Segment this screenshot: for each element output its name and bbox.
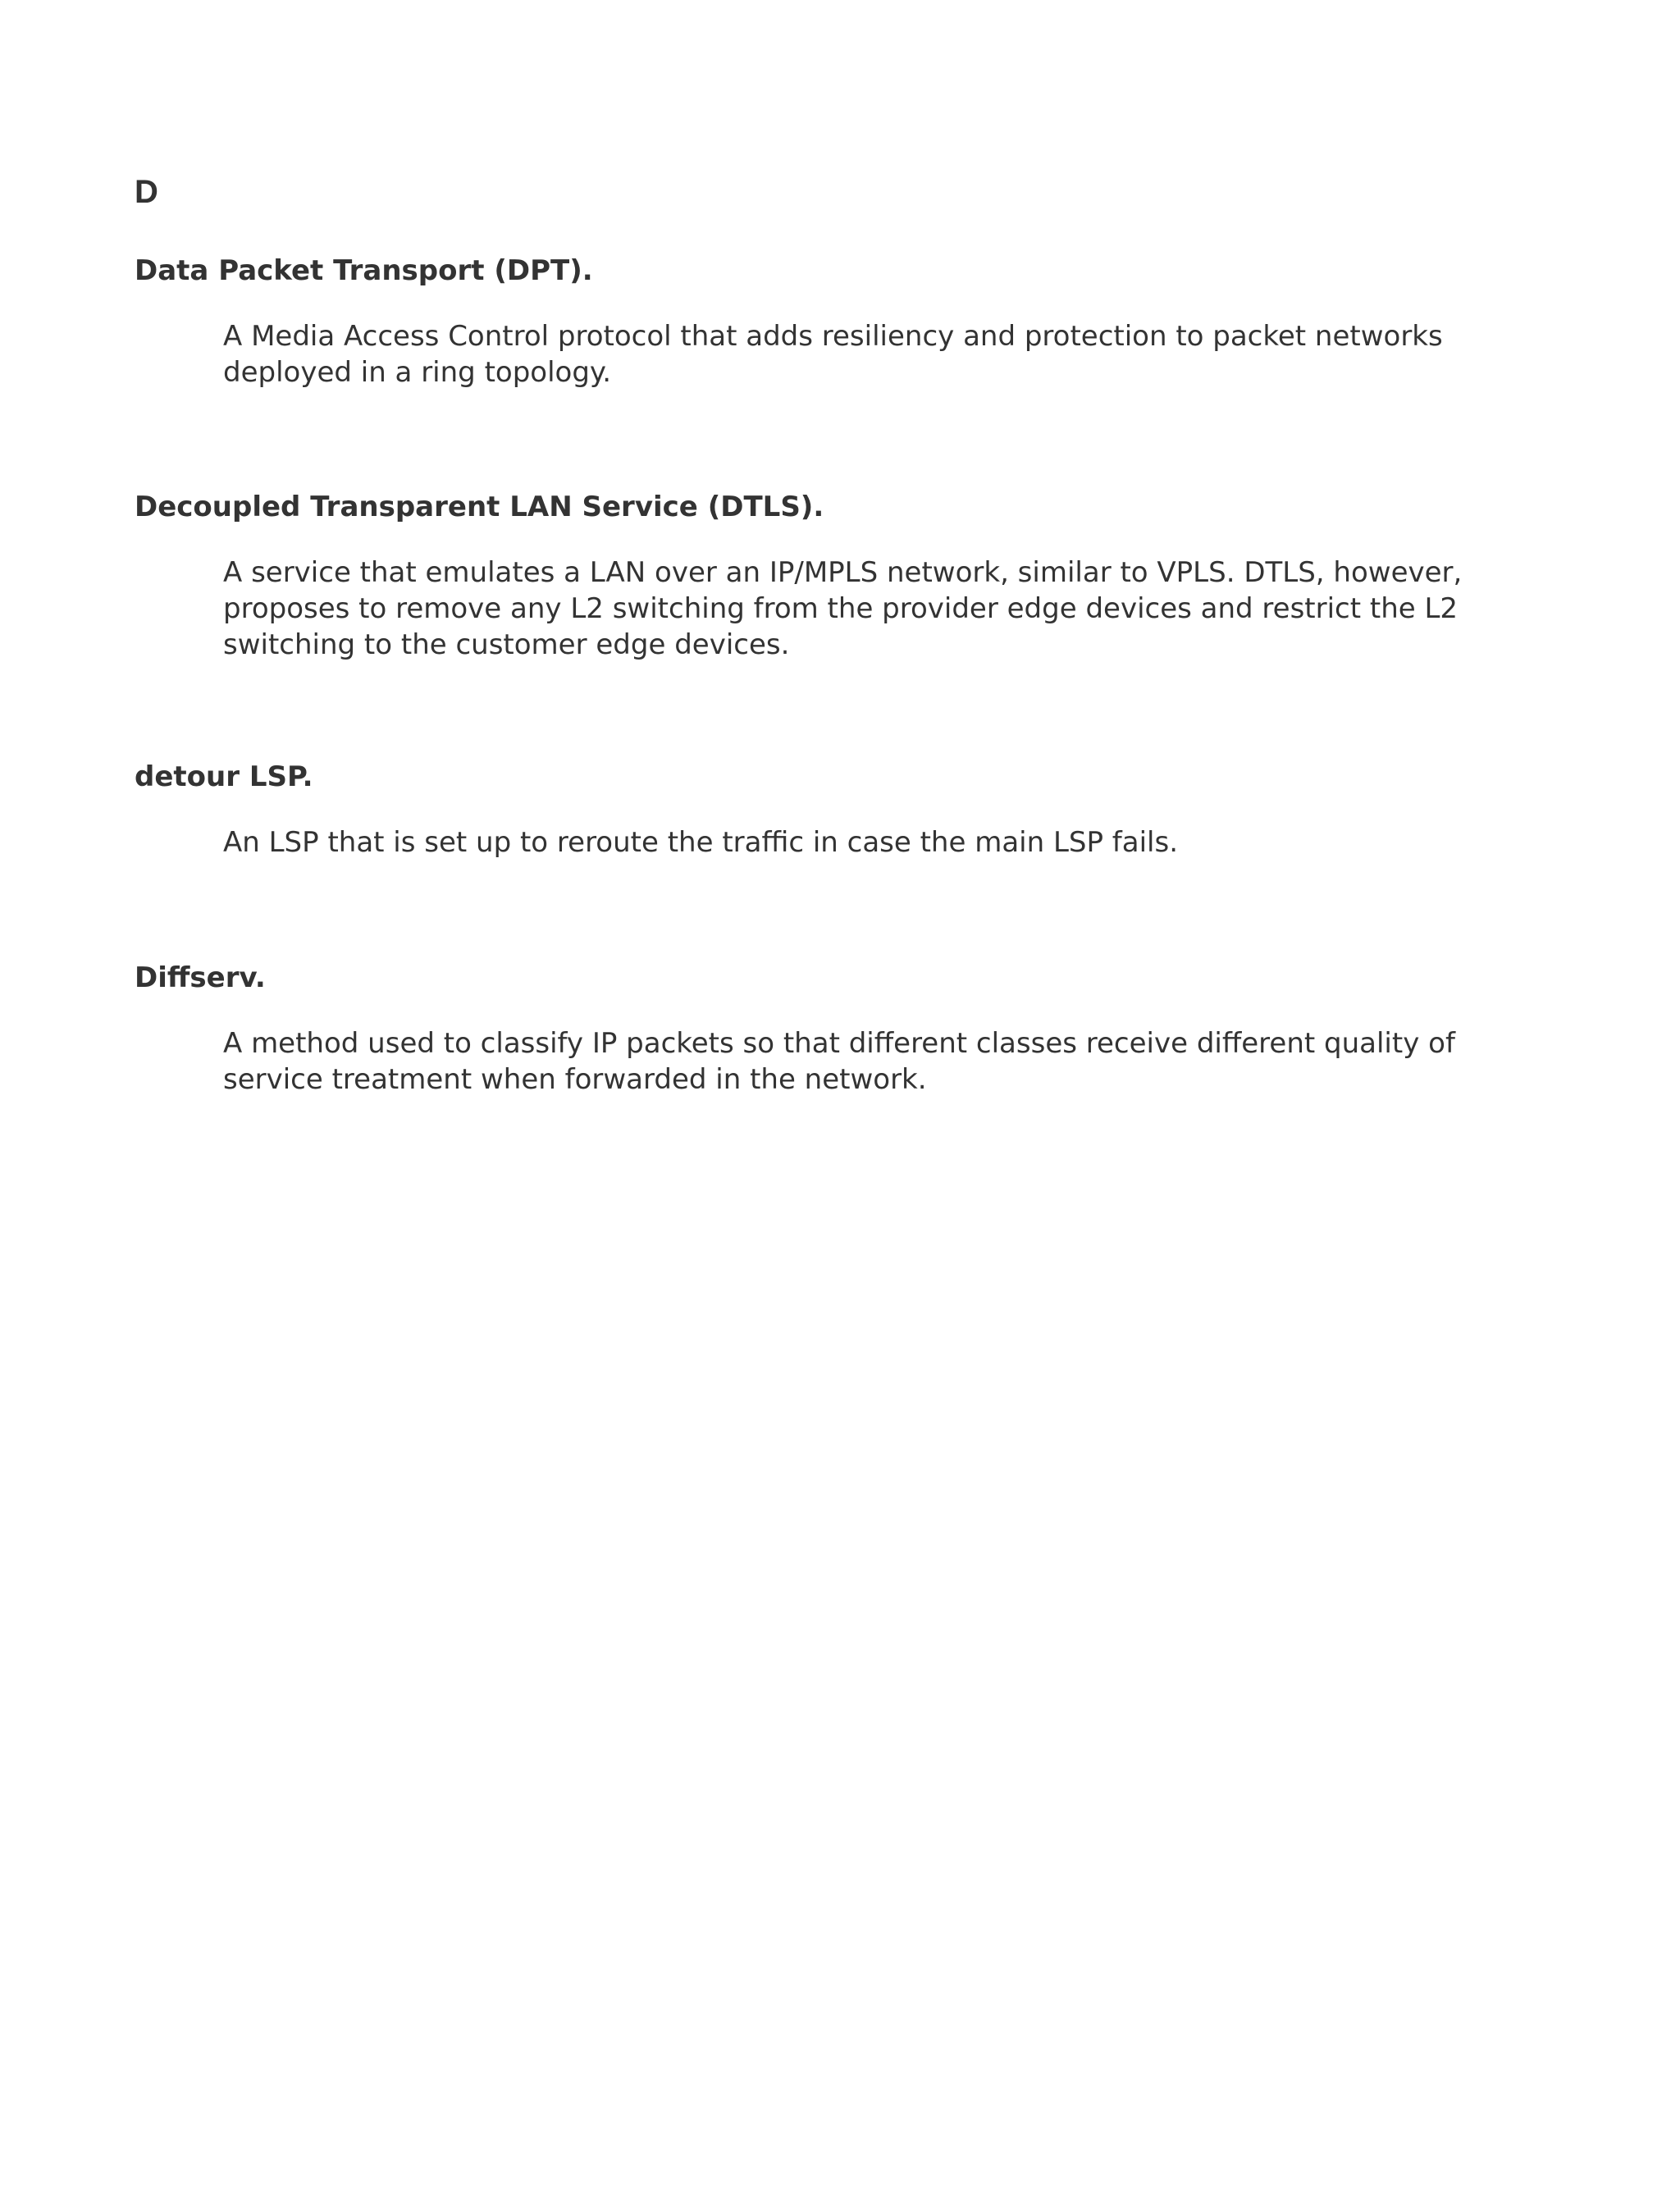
glossary-term: Decoupled Transparent LAN Service (DTLS). — [135, 491, 824, 523]
glossary-entry — [135, 489, 1545, 663]
glossary-definition: A service that emulates a LAN over an IP/MPLS network, similar to VPLS. DTLS, however, proposes to remove any L2 switching from the provider edge devices and restrict the L2 switching to the customer edge devices. — [223, 556, 1463, 661]
section-letter-heading: D — [135, 174, 158, 210]
glossary-entry — [135, 960, 1545, 1098]
glossary-definition: A method used to classify IP packets so that different classes receive different quality of service treatment when forwarded in the network. — [223, 1027, 1455, 1096]
glossary-term: Data Packet Transport (DPT). — [135, 254, 593, 287]
glossary-term: Diffserv. — [135, 961, 266, 994]
glossary-entry — [135, 759, 1545, 861]
glossary-definition: A Media Access Control protocol that adds resiliency and protection to packet networks deployed in a ring topology. — [223, 320, 1443, 389]
glossary-definition: An LSP that is set up to reroute the traffic in case the main LSP fails. — [223, 826, 1179, 859]
glossary-term: detour LSP. — [135, 760, 313, 793]
glossary-entry — [135, 253, 1545, 390]
